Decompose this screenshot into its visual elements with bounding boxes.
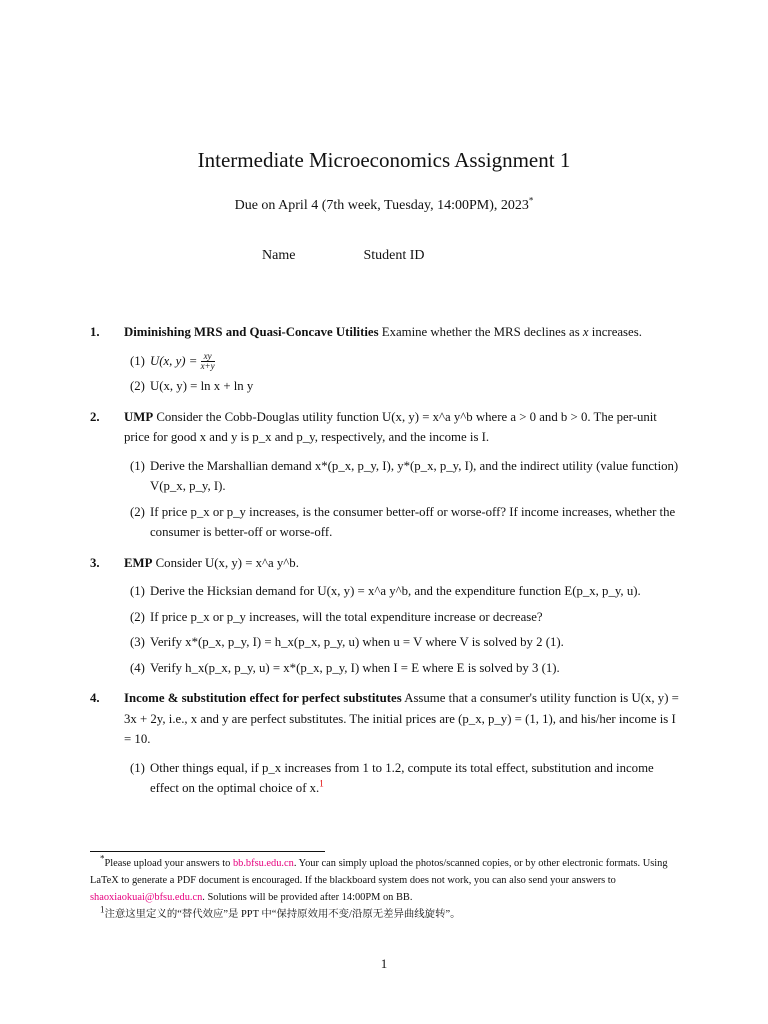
subquestion-number: (2): [130, 609, 145, 624]
subquestion-number: (1): [130, 584, 145, 599]
question-heading: Income & substitution effect for perfect substitutes: [124, 691, 402, 706]
subquestion-number: (3): [130, 635, 145, 650]
subquestion-text: Derive the Hicksian demand for U(x, y) = x^a y^b, and the expenditure function E(p_x, p_y, u).: [150, 584, 641, 599]
subquestion: [110, 351, 680, 372]
name-row: [262, 248, 425, 264]
footnote-reference[interactable]: 1: [319, 778, 324, 789]
footnote-text-2: . Your can simply upload the photos/scanned copies, or by other electronic formats. Using LaTeX to generate a PDF document is encouraged. If the blackboard system does not work, you can also send your answers to: [90, 858, 668, 886]
subquestion: [110, 758, 680, 799]
question-text: Assume that a consumer's utility function is U(x, y) = 3x + 2y, i.e., x and y are perfect substitutes. The initial prices are (p_x, p_y) = (1, 1), and his/her income is I = 10.: [124, 691, 679, 747]
question-1: [90, 322, 680, 397]
footnote-mark: *: [100, 853, 105, 864]
due-text: Due on April 4 (7th week, Tuesday, 14:00PM), 2023: [234, 198, 529, 213]
bb-link[interactable]: bb.bfsu.edu.cn: [232, 858, 294, 869]
question-number: 1.: [90, 325, 100, 339]
subquestion-text: If price p_x or p_y increases, is the consumer better-off or worse-off? If income increases, whether the consumer is better-off or worse-off.: [150, 504, 676, 540]
question-text: Consider the Cobb-Douglas utility function U(x, y) = x^a y^b where a > 0 and b > 0. The per-unit price for good x and y is p_x and p_y, respectively, and the income is I.: [124, 409, 657, 445]
utility-fraction: [201, 352, 215, 371]
subquestion-text: Other things equal, if p_x increases from 1 to 1.2, compute its total effect, substitution and income effect on the optimal choice of x.: [150, 760, 654, 796]
footnote-text: Please upload your answers to: [104, 858, 231, 869]
footnote-divider: [90, 851, 325, 852]
email-link[interactable]: shaoxiaokuai@bfsu.edu.cn: [90, 892, 203, 903]
subquestion-number: (2): [130, 379, 145, 394]
subquestion: [110, 456, 680, 497]
subquestion-text: If price p_x or p_y increases, will the total expenditure increase or decrease?: [150, 609, 543, 624]
subquestion: [110, 658, 680, 679]
question-heading: Diminishing MRS and Quasi-Concave Utilities: [124, 325, 379, 339]
student-id-label: Student ID: [363, 248, 425, 263]
subquestion: [110, 607, 680, 628]
subquestion: [110, 502, 680, 543]
utility-expression: U(x, y) = ln x + ln y: [150, 379, 254, 394]
question-2: [90, 407, 680, 543]
subquestion-text: Derive the Marshallian demand x*(p_x, p_y, I), y*(p_x, p_y, I), and the indirect utility (value function) V(p_x, p_y, I).: [150, 458, 679, 494]
question-variable: x: [582, 325, 589, 339]
footnote-2: [90, 906, 680, 923]
question-4: [90, 688, 680, 799]
footnote-1: [90, 855, 680, 906]
footnotes: [90, 855, 680, 923]
footnote-text: 注意这里定义的“替代效应”是 PPT 中“保持原效用不变/沿原无差异曲线旋转”。: [104, 909, 461, 920]
page-number: 1: [380, 956, 388, 971]
question-text: Consider U(x, y) = x^a y^b.: [155, 555, 299, 570]
question-number: 3.: [90, 555, 100, 570]
subquestion: [110, 376, 680, 397]
page-title: Intermediate Microeconomics Assignment 1: [197, 148, 571, 172]
fraction-denominator: x+y: [200, 361, 215, 372]
due-date: [0, 195, 768, 214]
footnote-mark: 1: [100, 904, 105, 915]
subquestion-number: (2): [130, 504, 145, 519]
question-heading: EMP: [124, 555, 153, 570]
subquestion: [110, 632, 680, 653]
subquestion-number: (1): [130, 353, 145, 368]
subquestion: [110, 581, 680, 602]
subquestion-text: Verify h_x(p_x, p_y, u) = x*(p_x, p_y, I) when I = E where E is solved by 3 (1).: [150, 660, 560, 675]
due-footnote-mark: *: [528, 195, 534, 206]
utility-lhs: U(x, y) =: [150, 353, 198, 368]
question-text-2: increases.: [591, 325, 642, 339]
subquestion-number: (1): [130, 760, 145, 775]
questions: [90, 322, 680, 809]
footnote-text-3: . Solutions will be provided after 14:00PM on BB.: [202, 892, 413, 903]
subquestion-number: (1): [130, 458, 145, 473]
question-3: [90, 553, 680, 679]
subquestion-text: Verify x*(p_x, p_y, I) = h_x(p_x, p_y, u) when u = V where V is solved by 2 (1).: [150, 635, 564, 650]
question-number: 2.: [90, 409, 100, 424]
name-label: Name: [262, 248, 296, 263]
question-number: 4.: [90, 691, 100, 706]
fraction-numerator: xy: [201, 352, 215, 362]
question-heading: UMP: [124, 409, 154, 424]
subquestion-number: (4): [130, 660, 145, 675]
question-text: Examine whether the MRS declines as: [381, 325, 580, 339]
